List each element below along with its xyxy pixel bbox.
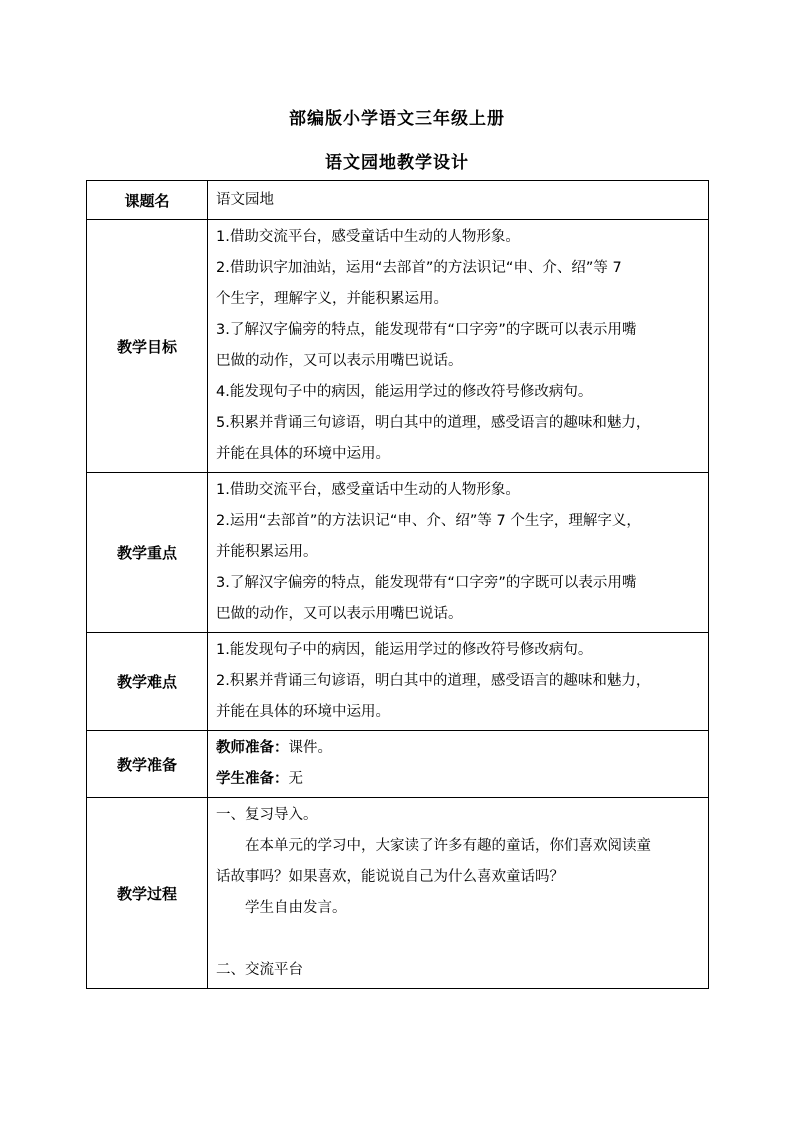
student-preparation-label: 学生准备：: [216, 771, 289, 787]
process-paragraph: 在本单元的学习中，大家读了许多有趣的童话，你们喜欢阅读童: [245, 838, 651, 854]
row-label-preparation: 教学准备: [87, 731, 208, 798]
table-row-key-points: [87, 473, 709, 633]
lesson-plan-table: [86, 180, 709, 989]
process-heading-exchange: 二、交流平台: [216, 962, 303, 978]
list-item: 并能在具体的环境中运用。: [216, 446, 390, 462]
list-item: 3.了解汉字偏旁的特点，能发现带有“口字旁”的字既可以表示用嘴: [216, 322, 637, 338]
list-item: 2.借助识字加油站，运用“去部首”的方法识记“申、介、绍”等 7: [216, 260, 622, 276]
list-item: 3.了解汉字偏旁的特点，能发现带有“口字旁”的字既可以表示用嘴: [216, 575, 637, 591]
list-item: 并能在具体的环境中运用。: [216, 704, 390, 720]
table-row-process: [87, 798, 709, 989]
list-item: 1.借助交流平台，感受童话中生动的人物形象。: [216, 482, 520, 498]
row-label-topic: 课题名: [87, 181, 208, 220]
row-content-key-points: [208, 473, 709, 633]
list-item: 2.积累并背诵三句谚语，明白其中的道理，感受语言的趣味和魅力，: [216, 673, 651, 689]
document-subtitle: 语文园地教学设计: [325, 153, 469, 173]
process-paragraph-continued: 话故事吗？如果喜欢，能说说自己为什么喜欢童话吗？: [216, 869, 564, 885]
row-content-goals: [208, 220, 709, 473]
list-item: 个生字，理解字义，并能积累运用。: [216, 291, 448, 307]
row-label-goals: 教学目标: [87, 220, 208, 473]
row-content-preparation: [208, 731, 709, 798]
row-label-key-points: 教学重点: [87, 473, 208, 633]
list-item: 2.运用“去部首”的方法识记“申、介、绍”等 7 个生字，理解字义，: [216, 513, 641, 529]
row-label-difficulties: 教学难点: [87, 633, 208, 731]
table-row-goals: [87, 220, 709, 473]
student-preparation: [216, 764, 702, 795]
student-preparation-value: 无: [288, 771, 303, 787]
process-heading-review: 一、复习导入。: [216, 807, 318, 823]
list-item: 巴做的动作，又可以表示用嘴巴说话。: [216, 606, 463, 622]
list-item: 巴做的动作，又可以表示用嘴巴说话。: [216, 353, 463, 369]
table-row-preparation: [87, 731, 709, 798]
blank-line: [216, 924, 702, 955]
row-content-difficulties: [208, 633, 709, 731]
row-content-topic: [208, 181, 709, 220]
table-row-topic: [87, 181, 709, 220]
topic-value: 语文园地: [216, 191, 274, 208]
list-item: 5.积累并背诵三句谚语，明白其中的道理，感受语言的趣味和魅力，: [216, 415, 651, 431]
row-content-process: [208, 798, 709, 989]
row-label-process: 教学过程: [87, 798, 208, 989]
list-item: 1.能发现句子中的病因，能运用学过的修改符号修改病句。: [216, 642, 593, 658]
teacher-preparation-value: 课件。: [288, 740, 332, 756]
list-item: 1.借助交流平台，感受童话中生动的人物形象。: [216, 229, 520, 245]
list-item: 并能积累运用。: [216, 544, 318, 560]
document-title: 部编版小学语文三年级上册: [289, 109, 505, 129]
table-row-difficulties: [87, 633, 709, 731]
teacher-preparation-label: 教师准备：: [216, 740, 289, 756]
process-student-activity: 学生自由发言。: [245, 900, 347, 916]
list-item: 4.能发现句子中的病因，能运用学过的修改符号修改病句。: [216, 384, 593, 400]
teacher-preparation: [216, 733, 702, 764]
